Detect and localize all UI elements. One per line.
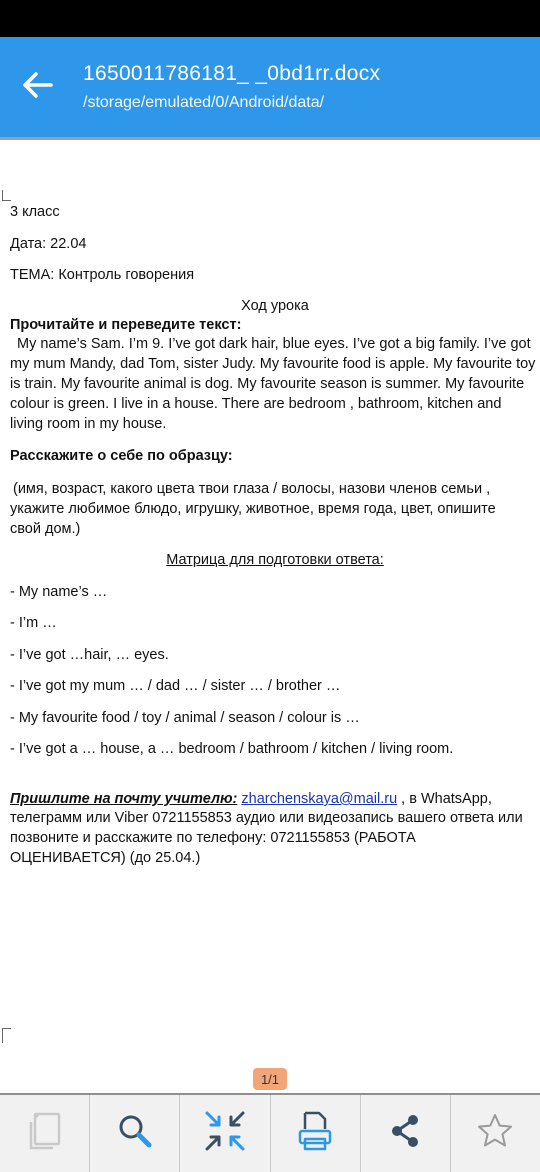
- print-button[interactable]: [271, 1095, 361, 1172]
- share-button[interactable]: [361, 1095, 451, 1172]
- matrix-heading: Матрица для подготовки ответа:: [166, 552, 384, 568]
- search-icon: [115, 1111, 155, 1156]
- back-arrow-icon[interactable]: [20, 67, 56, 103]
- reading-text: My name’s Sam. I’m 9. I’ve got dark hair, blue eyes. I’ve got a big family. I’ve got my mum Mandy, dad Tom, sister Judy. My favourite food is apple. My favourite toy is train. My favourite animal is dog. My favourite season is summer. My favourite colour is green. I live in a house. There are bedroom , bathroom, kitchen and living room in my house.: [10, 336, 536, 432]
- send-details: телеграмм или Viber 0721155853 аудио или видеозапись вашего ответа или позвоните и расскажите по телефону: 0721155853 (РАБОТА ОЦЕНИВАЕТСЯ) (до 25.04.): [10, 810, 523, 866]
- matrix-item: - My favourite food / toy / animal / season / colour is …: [10, 710, 360, 726]
- lesson-heading: Ход урока: [241, 298, 309, 314]
- file-title: 1650011786181_ _0bd1rr.docx: [83, 62, 381, 85]
- app-bar: [0, 37, 540, 137]
- pages-button[interactable]: [0, 1095, 90, 1172]
- send-line: [10, 789, 492, 809]
- email-link[interactable]: zharchenskaya@mail.ru: [241, 791, 398, 807]
- fit-screen-icon: [203, 1109, 247, 1158]
- date-line: Дата: 22.04: [10, 236, 87, 252]
- document-page[interactable]: [0, 140, 540, 1090]
- matrix-item: - I’ve got my mum … / dad … / sister … / brother …: [10, 678, 341, 694]
- file-path: /storage/emulated/0/Android/data/: [83, 94, 325, 111]
- print-icon: [295, 1109, 335, 1158]
- tell-instruction: Расскажите о себе по образцу:: [10, 448, 233, 464]
- matrix-item: - My name’s …: [10, 584, 108, 600]
- tell-hint: (имя, возраст, какого цвета твои глаза / волосы, назови членов семьи , укажите любимое блюдо, игрушку, животное, время года, цвет, опишите свой дом.): [10, 481, 496, 537]
- send-rest: , в WhatsApp,: [397, 791, 492, 807]
- status-bar: [0, 0, 540, 37]
- pages-icon: [25, 1110, 65, 1157]
- fit-screen-button[interactable]: [180, 1095, 270, 1172]
- matrix-item: - I’m …: [10, 615, 57, 631]
- favorite-button[interactable]: [451, 1095, 540, 1172]
- search-button[interactable]: [90, 1095, 180, 1172]
- topic-line: ТЕМА: Контроль говорения: [10, 267, 195, 283]
- grade-line: 3 класс: [10, 204, 60, 220]
- read-instruction: Прочитайте и переведите текст:: [10, 317, 242, 333]
- share-icon: [385, 1111, 425, 1156]
- page-corner-mark: [2, 190, 11, 201]
- send-label: Пришлите на почту учителю:: [10, 791, 238, 807]
- star-icon: [475, 1111, 515, 1156]
- page-indicator: 1/1: [253, 1068, 287, 1090]
- page-corner-mark: [2, 1028, 11, 1043]
- bottom-toolbar: [0, 1093, 540, 1172]
- matrix-item: - I’ve got …hair, … eyes.: [10, 647, 169, 663]
- matrix-item: - I’ve got a … house, a … bedroom / bathroom / kitchen / living room.: [10, 741, 454, 757]
